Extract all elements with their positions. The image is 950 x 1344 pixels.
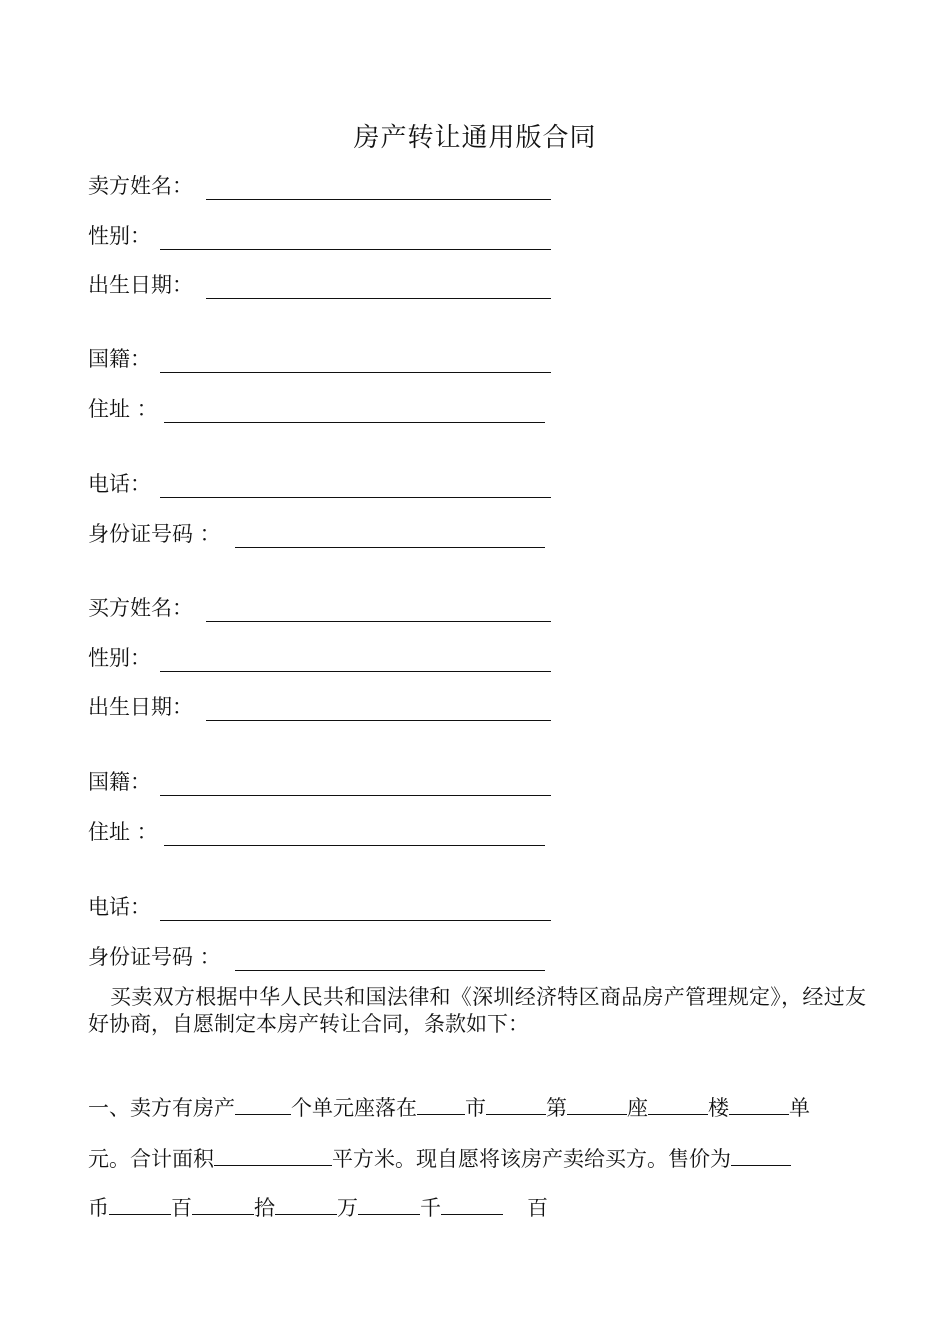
- seller-birth-label: 出生日期：: [88, 273, 193, 297]
- price-thousand-blank[interactable]: [358, 1190, 420, 1215]
- clause-text: 平方米。现自愿将该房产卖给买方。售价为: [332, 1147, 731, 1171]
- buyer-gender-label: 性别：: [88, 646, 151, 670]
- clause-text: 百: [527, 1196, 548, 1220]
- price-ten-million-blank[interactable]: [192, 1190, 254, 1215]
- seller-address-field: [88, 393, 158, 425]
- clause-1-line-3: [88, 1190, 548, 1224]
- clause-text: 市: [465, 1096, 486, 1120]
- seller-id-field: [88, 518, 221, 550]
- buyer-phone-label: 电话：: [88, 895, 151, 919]
- buyer-name-label: 买方姓名：: [88, 596, 193, 620]
- buyer-phone-field: [88, 891, 151, 923]
- seller-gender-field: [88, 220, 151, 252]
- price-hundred-blank[interactable]: [441, 1190, 503, 1215]
- clause-text: 个单元座落在: [291, 1096, 417, 1120]
- buyer-address-blank[interactable]: [164, 845, 545, 846]
- clause-text: 千: [420, 1196, 441, 1220]
- buyer-birth-blank[interactable]: [206, 720, 551, 721]
- seller-name-label: 卖方姓名：: [88, 174, 193, 198]
- buyer-id-blank[interactable]: [235, 970, 545, 971]
- seller-address-label: 住址 ：: [88, 397, 158, 421]
- clause-text: 第: [546, 1096, 567, 1120]
- clause-text: 一、卖方有房产: [88, 1096, 235, 1120]
- seller-name-blank[interactable]: [206, 199, 551, 200]
- buyer-nationality-blank[interactable]: [160, 795, 551, 796]
- clause-text: 拾: [254, 1196, 275, 1220]
- seller-gender-blank[interactable]: [160, 249, 551, 250]
- unit-count-blank[interactable]: [235, 1090, 291, 1115]
- seller-phone-label: 电话：: [88, 472, 151, 496]
- price-hundred-million-blank[interactable]: [109, 1190, 171, 1215]
- buyer-id-label: 身份证号码 ：: [88, 945, 221, 969]
- buyer-nationality-label: 国籍：: [88, 770, 151, 794]
- buyer-address-label: 住址 ：: [88, 820, 158, 844]
- unit-blank[interactable]: [729, 1090, 789, 1115]
- seller-phone-blank[interactable]: [160, 497, 551, 498]
- block-blank[interactable]: [567, 1090, 627, 1115]
- buyer-gender-blank[interactable]: [160, 671, 551, 672]
- city-blank[interactable]: [417, 1090, 465, 1115]
- intro-paragraph: 买卖双方根据中华人民共和国法律和《深圳经济特区商品房产管理规定》，经过友好协商，自愿制定本房产转让合同，条款如下：: [88, 985, 866, 1036]
- buyer-name-blank[interactable]: [206, 621, 551, 622]
- seller-id-blank[interactable]: [235, 547, 545, 548]
- buyer-birth-label: 出生日期：: [88, 695, 193, 719]
- seller-gender-label: 性别：: [88, 224, 151, 248]
- area-blank[interactable]: [214, 1141, 332, 1166]
- clause-text: 万: [337, 1196, 358, 1220]
- buyer-nationality-field: [88, 766, 151, 798]
- seller-birth-field: [88, 269, 193, 301]
- clause-text: 楼: [708, 1096, 729, 1120]
- buyer-phone-blank[interactable]: [160, 920, 551, 921]
- document-title: 房产转让通用版合同: [353, 123, 597, 153]
- seller-phone-field: [88, 468, 151, 500]
- clause-text: 币: [88, 1196, 109, 1220]
- seller-name-field: [88, 170, 193, 202]
- price-ten-thousand-blank[interactable]: [275, 1190, 337, 1215]
- buyer-address-field: [88, 816, 158, 848]
- clause-text: 单: [789, 1096, 810, 1120]
- seller-nationality-field: [88, 343, 151, 375]
- clause-text: 座: [627, 1096, 648, 1120]
- building-blank[interactable]: [648, 1090, 708, 1115]
- district-blank[interactable]: [486, 1090, 546, 1115]
- clause-text: 百: [171, 1196, 192, 1220]
- clause-1-line-2: [88, 1141, 791, 1175]
- buyer-name-field: [88, 592, 193, 624]
- clause-text: 元。合计面积: [88, 1147, 214, 1171]
- seller-nationality-blank[interactable]: [160, 372, 551, 373]
- seller-birth-blank[interactable]: [206, 298, 551, 299]
- buyer-birth-field: [88, 691, 193, 723]
- seller-id-label: 身份证号码 ：: [88, 522, 221, 546]
- seller-nationality-label: 国籍：: [88, 347, 151, 371]
- buyer-gender-field: [88, 642, 151, 674]
- currency-blank[interactable]: [731, 1141, 791, 1166]
- clause-1-line-1: [88, 1090, 810, 1124]
- buyer-id-field: [88, 941, 221, 973]
- seller-address-blank[interactable]: [164, 422, 545, 423]
